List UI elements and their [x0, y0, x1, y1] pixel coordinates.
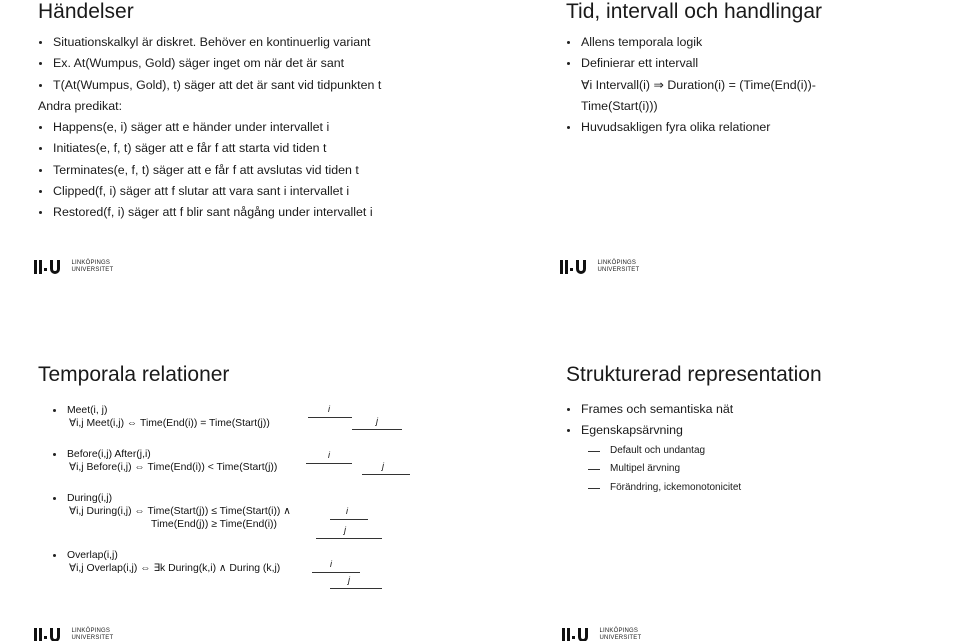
logo-line1: LINKÖPINGS [599, 628, 639, 635]
relation-during [53, 492, 291, 531]
relation-meet [53, 404, 270, 430]
slide-temporala-relationer [0, 321, 480, 641]
relation-def: Time(End(j)) ≥ Time(End(i)) [151, 519, 277, 530]
liu-logo [34, 626, 113, 641]
slide-title: Strukturerad representation [566, 363, 822, 386]
interval-label-j: j [382, 461, 384, 471]
relation-name: Overlap(i,j) [67, 550, 118, 561]
bullet-list [566, 399, 960, 497]
bullet-item: Initiates(e, f, t) säger att e får f att starta vid tiden t [38, 138, 458, 159]
interval-line-i [312, 572, 360, 573]
bullet-item: Terminates(e, f, t) säger att e får f att avslutas vid tiden t [38, 160, 458, 181]
liu-logo-icon [34, 628, 64, 641]
interval-line-i [308, 417, 352, 418]
interval-label-j: j [376, 416, 378, 426]
bullet-list [38, 32, 458, 224]
interval-line-j [316, 538, 382, 539]
relation-def: ∀i,j Meet(i,j) ⇔ Time(End(i)) = Time(Start(j)) [69, 418, 270, 429]
interval-label-i: i [330, 559, 332, 569]
bullet-item: Situationskalkyl är diskret. Behöver en kontinuerlig variant [38, 32, 458, 53]
liu-logo [560, 258, 639, 276]
bullet-item: T(At(Wumpus, Gold), t) säger att det är sant vid tidpunkten t [38, 75, 458, 96]
liu-logo-icon [562, 628, 592, 641]
interval-line-j [330, 588, 382, 589]
relation-overlap [53, 549, 280, 575]
interval-label-i: i [328, 450, 330, 460]
logo-line1: LINKÖPINGS [71, 628, 111, 635]
relation-name: Meet(i, j) [67, 405, 108, 416]
bullet-item: Ex. At(Wumpus, Gold) säger inget om när det är sant [38, 53, 458, 74]
interval-label-i: i [346, 506, 348, 516]
bullet-item: ∀i Intervall(i) ⇒ Duration(i) = (Time(End(i))- [581, 77, 816, 92]
interval-label-j: j [348, 575, 350, 585]
interval-line-j [352, 429, 402, 430]
bullet-list [566, 32, 946, 138]
slide-strukturerad-representation [528, 321, 960, 641]
logo-line2: UNIVERSITET [71, 266, 114, 273]
interval-line-i [306, 463, 352, 464]
slide-title: Händelser [38, 0, 134, 23]
relation-name: During(i,j) [67, 493, 113, 504]
slide-title: Temporala relationer [38, 363, 230, 386]
bullet-item: Clipped(f, i) säger att f slutar att vara sant i intervallet i [38, 181, 458, 202]
bullet-item: Frames och semantiska nät [566, 399, 960, 420]
bullet-item: Egenskapsärvning [566, 420, 960, 441]
interval-label-j: j [344, 525, 346, 535]
slide-tid-intervall [528, 0, 960, 320]
sub-item: Multipel ärvning [566, 460, 960, 479]
logo-line2: UNIVERSITET [71, 634, 114, 641]
sub-item: Default och undantag [566, 442, 960, 461]
relation-def: ∀i,j During(i,j) ⇔ Time(Start(j)) ≤ Time(Start(i)) ∧ [69, 506, 291, 517]
logo-line1: LINKÖPINGS [597, 260, 637, 267]
bullet-item: Definierar ett intervall [566, 53, 946, 74]
interval-label-i: i [328, 404, 330, 414]
logo-line2: UNIVERSITET [599, 634, 642, 641]
interval-line-j [362, 474, 410, 475]
relation-name: Before(i,j) After(j,i) [67, 449, 151, 460]
interval-line-i [330, 519, 368, 520]
relation-def: ∀i,j Overlap(i,j) ⇔ ∃k During(k,i) ∧ During (k,j) [69, 563, 281, 574]
bullet-item: Huvudsakligen fyra olika relationer [566, 117, 946, 138]
slide-title: Tid, intervall och handlingar [566, 0, 823, 23]
bullet-item: Allens temporala logik [566, 32, 946, 53]
logo-line2: UNIVERSITET [597, 266, 640, 273]
bullet-item: Time(Start(i))) [581, 98, 658, 113]
slide-handelser [0, 0, 480, 320]
liu-logo-icon [560, 260, 590, 274]
relation-def: ∀i,j Before(i,j) ⇔ Time(End(i)) < Time(Start(j)) [69, 462, 278, 473]
bullet-item: Happens(e, i) säger att e händer under intervallet i [38, 117, 458, 138]
liu-logo [34, 258, 113, 276]
bullet-item: Restored(f, i) säger att f blir sant någång under intervallet i [38, 202, 458, 223]
bullet-item: Andra predikat: [38, 98, 123, 113]
relation-before [53, 448, 277, 474]
logo-line1: LINKÖPINGS [71, 260, 111, 267]
sub-item: Förändring, ickemonotonicitet [566, 479, 960, 498]
liu-logo [562, 626, 641, 641]
liu-logo-icon [34, 260, 64, 274]
